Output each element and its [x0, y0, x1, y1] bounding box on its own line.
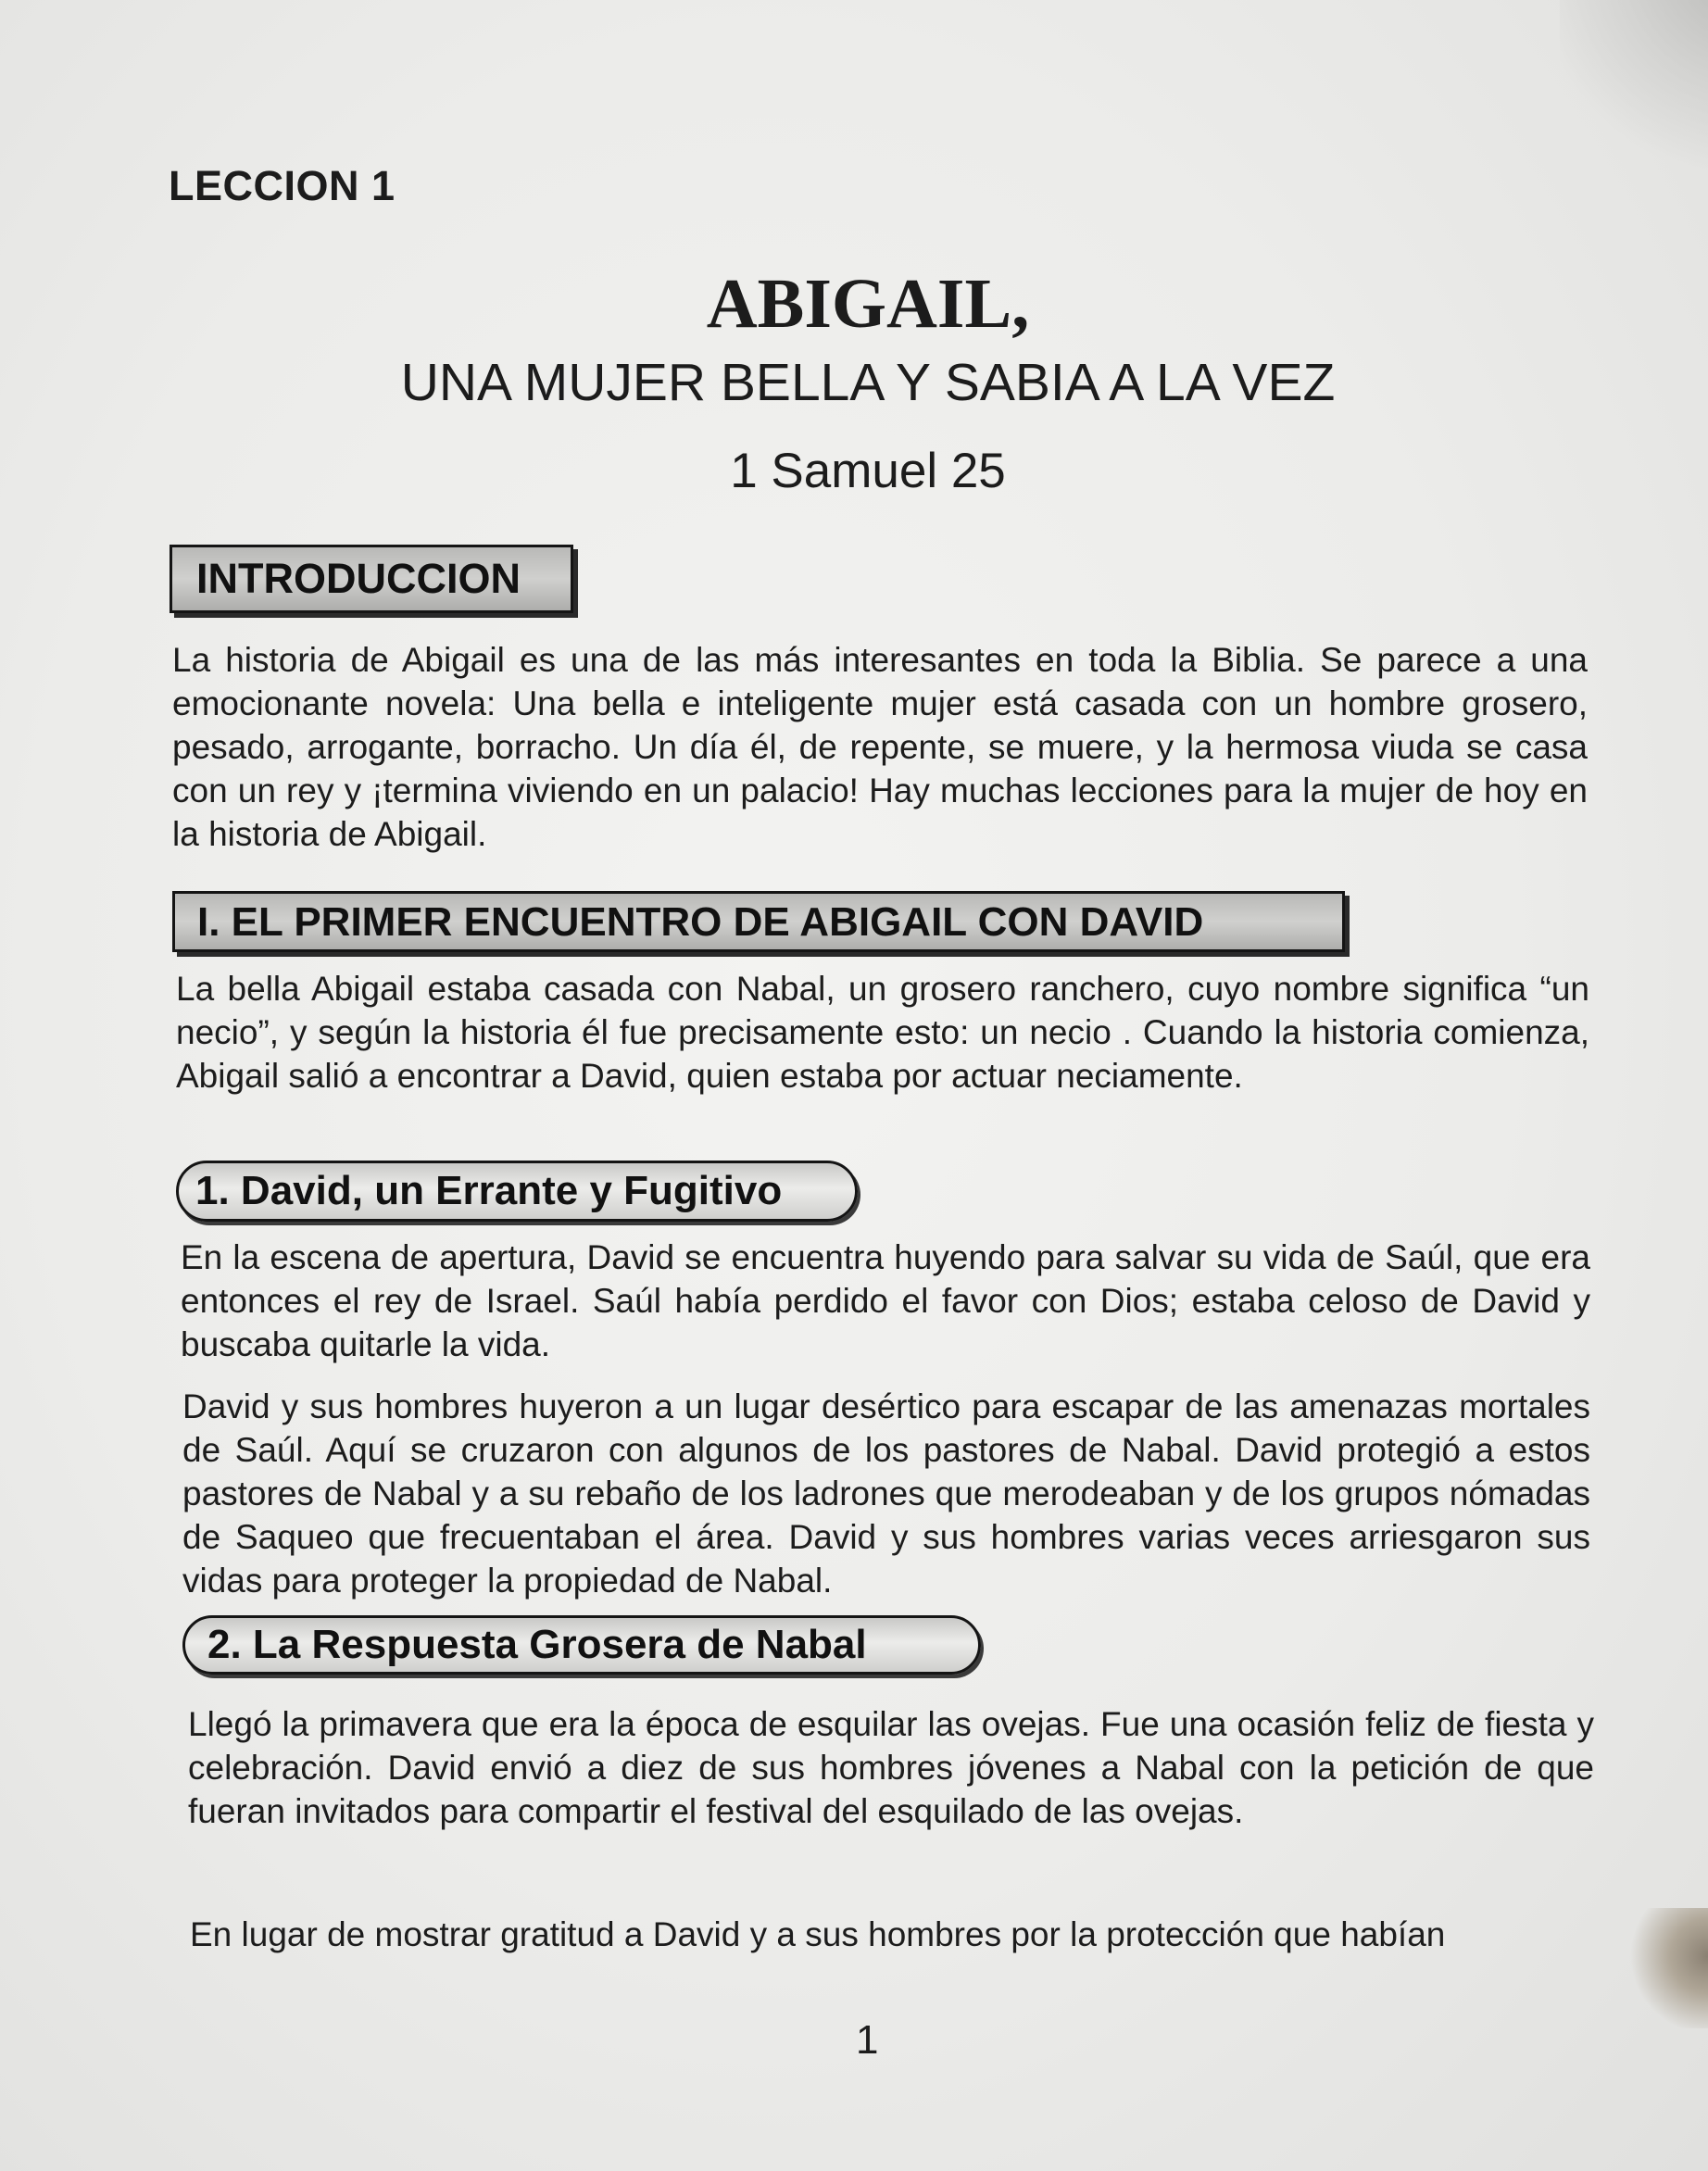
subsection-1-paragraph-2: David y sus hombres huyeron a un lugar desértico para escapar de las amenazas mortales de Saúl. Aquí se cruzaron con algunos de los pastores de Nabal. David protegió a estos pastores de Nabal y a su rebaño de los ladrones que merodeaban y de los grupos nómadas de Saqueo que frecuentaban el área. David y sus hombres varias veces arriesgaron sus vidas para proteger la propiedad de Nabal.: [182, 1387, 1590, 1600]
subsection-2-paragraph-1: Llegó la primavera que era la época de esquilar las ovejas. Fue una ocasión feliz de fiesta y celebración. David envió a diez de sus hombres jóvenes a Nabal con la petición de que fueran invitados para compartir el festival del esquilado de las ovejas.: [188, 1705, 1594, 1830]
subsection-1-paragraph-1: En la escena de apertura, David se encuentra huyendo para salvar su vida de Saúl, que era entonces el rey de Israel. Saúl había perdido el favor con Dios; estaba celoso de David y buscaba quitarle la vida.: [181, 1238, 1590, 1363]
subsection-2-heading: 2. La Respuesta Grosera de Nabal: [182, 1615, 981, 1675]
subsection-1-heading: 1. David, un Errante y Fugitivo: [176, 1161, 858, 1222]
introduction-heading: INTRODUCCION: [170, 545, 573, 613]
lesson-label: LECCION 1: [169, 162, 396, 209]
page-shadow: [1560, 0, 1708, 204]
section-1-text: La bella Abigail estaba casada con Nabal, un grosero ranchero, cuyo nombre significa “un necio”, y según la historia él fue precisamente esto: un necio . Cuando la historia comienza, Abigail salió a encontrar a David, quien estaba por actuar neciamente.: [176, 970, 1589, 1095]
page-subtitle: UNA MUJER BELLA Y SABIA A LA VEZ: [400, 353, 1336, 412]
page-title: ABIGAIL,: [706, 265, 1030, 343]
scripture-reference: 1 Samuel 25: [730, 444, 1006, 498]
introduction-text: La historia de Abigail es una de las más interesantes en toda la Biblia. Se parece a una emocionante novela: Una bella e inteligente mujer está casada con un hombre grosero, pesado, arrogante, borracho. Un día él, de repente, se muere, y la hermosa viuda se casa con un rey y ¡termina viviendo en un palacio! Hay muchas lecciones para la mujer de hoy en la historia de Abigail.: [172, 641, 1588, 853]
page-number: 1: [856, 2017, 879, 2063]
torn-corner: [1606, 1908, 1708, 2028]
subsection-2-paragraph-2: En lugar de mostrar gratitud a David y a sus hombres por la protección que habían: [190, 1915, 1446, 1953]
section-1-heading: I. EL PRIMER ENCUENTRO DE ABIGAIL CON DAVID: [172, 891, 1345, 952]
